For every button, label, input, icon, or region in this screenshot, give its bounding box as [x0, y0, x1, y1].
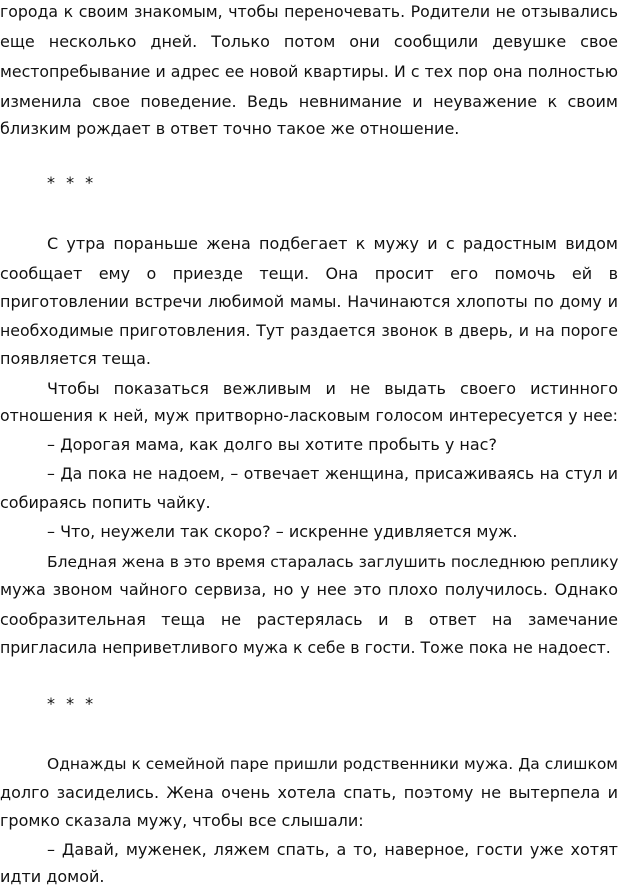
text-line: идти домой.	[0, 867, 105, 886]
text-line: появляется теща.	[0, 349, 151, 368]
text-line: – Дорогая мама, как долго вы хотите пробыть у нас?	[47, 435, 497, 454]
text-line: С утра пораньше жена подбегает к мужу и с радостным видом	[47, 234, 618, 253]
text-line: местопребывание и адрес ее новой квартиры. И с тех пор она полностью	[0, 62, 618, 81]
text-line: – Да пока не надоем, – отвечает женщина, присаживаясь на стул и	[47, 464, 618, 483]
text-line: приготовлении встречи любимой мамы. Начинаются хлопоты по дому и	[0, 292, 618, 311]
text-line: сообщает ему о приезде тещи. Она просит его помочь ей в	[0, 264, 618, 283]
text-line: близким рождает в ответ точно такое же отношение.	[0, 119, 460, 138]
section-separator: * * *	[47, 173, 94, 192]
text-line: отношения к ней, муж притворно-ласковым голосом интересуется у нее:	[0, 406, 618, 425]
text-line: города к своим знакомым, чтобы переночевать. Родители не отзывались	[0, 2, 618, 21]
text-line: собираясь попить чайку.	[0, 493, 211, 512]
text-line: необходимые приготовления. Тут раздается звонок в дверь, и на пороге	[0, 321, 618, 340]
text-line: пригласила неприветливого мужа к себе в гости. Тоже пока не надоест.	[0, 638, 611, 657]
text-line: мужа звоном чайного сервиза, но у нее это плохо получилось. Однако	[0, 580, 618, 599]
text-line: – Давай, муженек, ляжем спать, а то, наверное, гости уже хотят	[47, 840, 618, 859]
text-line: Однажды к семейной паре пришли родственники мужа. Да слишком	[47, 755, 618, 773]
text-line: – Что, неужели так скоро? – искренне удивляется муж.	[47, 522, 518, 541]
text-line: долго засиделись. Жена очень хотела спать, поэтому не вытерпела и	[0, 783, 618, 802]
text-line: громко сказала мужу, чтобы все слышали:	[0, 811, 364, 830]
text-line: Чтобы показаться вежливым и не выдать своего истинного	[47, 379, 618, 398]
text-line: сообразительная теща не растерялась и в ответ на замечание	[0, 610, 618, 629]
section-separator: * * *	[47, 694, 94, 713]
text-line: Бледная жена в это время старалась заглушить последнюю реплику	[47, 553, 619, 571]
text-line: изменила свое поведение. Ведь невнимание и неуважение к своим	[0, 92, 618, 111]
text-line: еще несколько дней. Только потом они сообщили девушке свое	[0, 32, 618, 51]
